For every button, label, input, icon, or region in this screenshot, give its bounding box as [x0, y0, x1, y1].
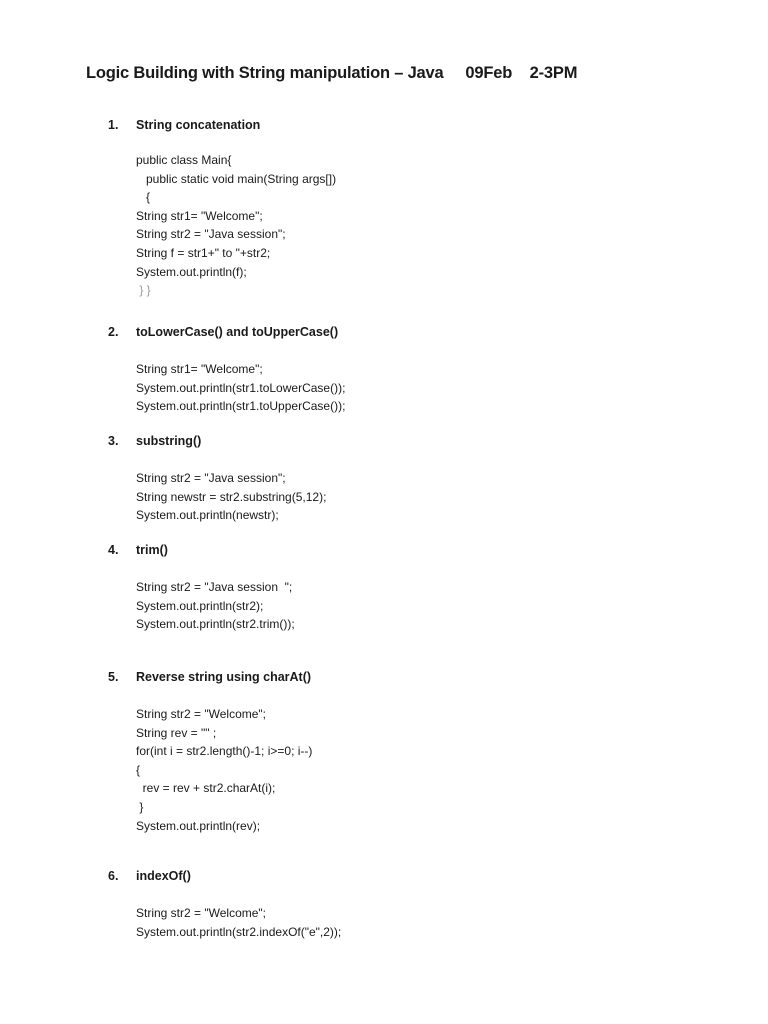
code-line: } — [136, 799, 144, 814]
code-line: } } — [136, 283, 151, 298]
section-substring — [108, 432, 708, 525]
code-block — [136, 578, 708, 634]
code-line: { — [136, 762, 141, 777]
code-line: rev = rev + str2.charAt(i); — [136, 781, 276, 796]
code-line: public class Main{ — [136, 153, 232, 167]
section-title: indexOf() — [136, 869, 191, 883]
code-block — [136, 705, 708, 835]
code-line: String str1= "Welcome"; — [136, 208, 263, 223]
code-line: String f = str1+" to "+str2; — [136, 245, 271, 260]
code-line: for(int i = str2.length()-1; i>=0; i--) — [136, 744, 313, 759]
section-string-concatenation — [108, 116, 708, 300]
code-block — [136, 469, 708, 525]
section-heading — [108, 668, 708, 686]
code-line: System.out.println(newstr); — [136, 508, 279, 523]
section-heading — [108, 323, 708, 341]
code-line: System.out.println(rev); — [136, 818, 261, 833]
section-heading — [108, 867, 708, 885]
code-line: System.out.println(str1.toLowerCase()); — [136, 380, 346, 395]
code-line: String str1= "Welcome"; — [136, 362, 263, 376]
section-tolowercase-touppercase — [108, 323, 708, 416]
section-title: String concatenation — [136, 118, 261, 132]
code-line: System.out.println(f); — [136, 264, 247, 279]
section-reverse-string — [108, 668, 708, 835]
section-number: 5. — [108, 670, 119, 684]
code-block — [136, 151, 708, 300]
section-title: substring() — [136, 434, 202, 448]
code-line: String newstr = str2.substring(5,12); — [136, 489, 327, 504]
code-line: System.out.println(str2); — [136, 598, 264, 613]
section-number: 4. — [108, 543, 119, 557]
section-title: trim() — [136, 543, 168, 557]
section-trim — [108, 541, 708, 634]
code-line: System.out.println(str2.trim()); — [136, 617, 295, 632]
section-number: 1. — [108, 118, 119, 132]
code-line: System.out.println(str1.toUpperCase()); — [136, 399, 346, 414]
page-title: Logic Building with String manipulation – Java 09Feb 2-3PM — [86, 64, 578, 82]
code-line: String str2 = "Java session"; — [136, 471, 286, 485]
code-line: String str2 = "Welcome"; — [136, 707, 267, 721]
section-indexof — [108, 867, 708, 941]
section-number: 3. — [108, 434, 119, 448]
code-line: String str2 = "Java session"; — [136, 227, 286, 242]
section-title: toLowerCase() and toUpperCase() — [136, 325, 339, 339]
code-line: String rev = "" ; — [136, 725, 217, 740]
section-heading — [108, 116, 708, 134]
section-number: 6. — [108, 869, 119, 883]
section-number: 2. — [108, 325, 119, 339]
code-line: String str2 = "Java session "; — [136, 580, 293, 594]
code-line: { — [136, 190, 151, 205]
code-line: public static void main(String args[]) — [136, 171, 337, 186]
code-line: String str2 = "Welcome"; — [136, 906, 267, 920]
section-heading — [108, 432, 708, 450]
code-block — [136, 360, 708, 416]
code-block — [136, 904, 708, 941]
section-heading — [108, 541, 708, 559]
code-line: System.out.println(str2.indexOf("e",2)); — [136, 924, 342, 939]
section-title: Reverse string using charAt() — [136, 670, 312, 684]
